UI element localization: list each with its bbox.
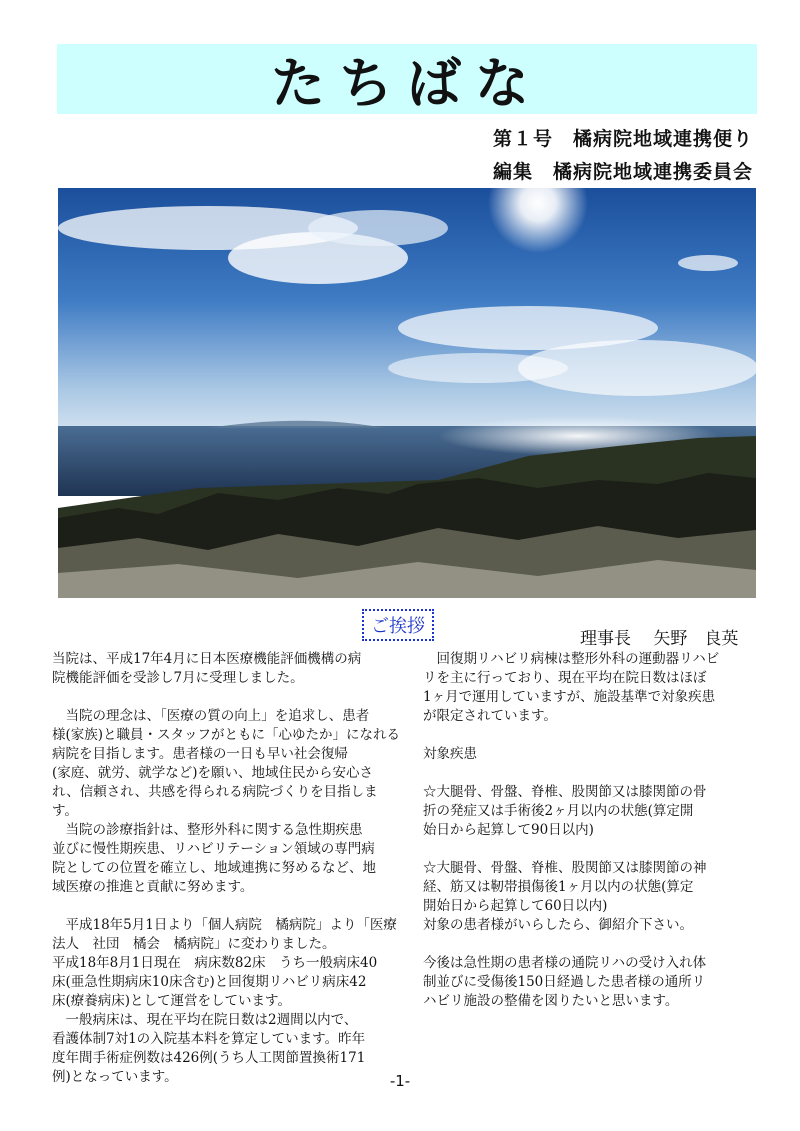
text-line: す。 <box>52 803 78 819</box>
text-line: 度年間手術症例数は426例(うち人工関節置換術171 <box>52 1050 366 1066</box>
text-line: 例)となっています。 <box>52 1069 178 1085</box>
text-line: 対象の患者様がいらしたら、御紹介下さい。 <box>423 917 693 933</box>
text-line: 床(亜急性期病床10床含む)と回復期リハビリ病床42 <box>52 974 367 990</box>
text-line: 当院の診療指針は、整形外科に関する急性期疾患 <box>52 822 363 838</box>
text-line: リを主に行っており、現在平均在院日数はほぼ <box>423 670 707 686</box>
text-line: が限定されています。 <box>423 708 557 724</box>
issue-line: 第１号 橘病院地域連携便り <box>492 128 753 150</box>
text-line: 並びに慢性期疾患、リハビリテーション領域の専門病 <box>52 841 375 857</box>
text-line: 法人 社団 橘会 橘病院」に変わりました。 <box>52 936 336 952</box>
right-column <box>423 650 763 1011</box>
text-line: 始日から起算して90日以内) <box>423 822 594 838</box>
text-line: 病院を目指します。患者様の一日も早い社会復帰 <box>52 746 348 762</box>
text-line: 院としての位置を確立し、地域連携に努めるなど、地 <box>52 860 376 876</box>
text-line: 一般病床は、現在平均在院日数は2週間以内で、 <box>52 1012 358 1028</box>
text-line: 回復期リハビリ病棟は整形外科の運動器リハビ <box>423 651 720 667</box>
text-line <box>423 726 763 745</box>
text-line <box>423 935 763 954</box>
text-line <box>423 764 763 783</box>
text-line: 様(家族)と職員・スタッフがともに「心ゆたか」になれる <box>52 727 401 743</box>
text-line: 折の発症又は手術後2ヶ月以内の状態(算定開 <box>423 803 694 819</box>
text-line: ☆大腿骨、骨盤、脊椎、股関節又は膝関節の神 <box>423 860 707 876</box>
text-line: 床(療養病床)として運営をしています。 <box>52 993 291 1009</box>
landscape-photo <box>58 188 756 598</box>
text-line: 平成18年8月1日現在 病床数82床 うち一般病床40 <box>52 955 378 971</box>
text-line: 1ヶ月で運用していますが、施設基準で対象疾患 <box>423 689 716 705</box>
text-line: れ、信頼され、共感を得られる病院づくりを目指しま <box>52 784 378 800</box>
newsletter-title: たちばな <box>271 50 543 115</box>
text-line: ☆大腿骨、骨盤、脊椎、股関節又は膝関節の骨 <box>423 784 707 800</box>
text-line <box>423 840 763 859</box>
text-line: 制並びに受傷後150日経過した患者様の通所リ <box>423 974 706 990</box>
chairman-name: 理事長 矢野 良英 <box>580 629 739 649</box>
text-line: 域医療の推進と貢献に努めます。 <box>52 879 254 895</box>
text-line: 院機能評価を受診し7月に受理しました。 <box>52 670 304 686</box>
text-line: 看護体制7対1の入院基本料を算定しています。昨年 <box>52 1031 366 1047</box>
text-line: ハビリ施設の整備を図りたいと思います。 <box>423 993 679 1009</box>
text-line: 経、筋又は靭帯損傷後1ヶ月以内の状態(算定 <box>423 879 694 895</box>
text-line: 対象疾患 <box>423 746 477 762</box>
text-line: 開始日から起算して60日以内) <box>423 898 608 914</box>
text-line <box>52 688 404 707</box>
text-line: (家庭、就労、就学など)を願い、地域住民から安心さ <box>52 765 374 781</box>
text-line: 当院は、平成17年4月に日本医療機能評価機構の病 <box>52 651 362 667</box>
editor-line: 編集 橘病院地域連携委員会 <box>492 161 753 183</box>
text-line: 平成18年5月1日より「個人病院 橘病院」より「医療 <box>52 917 397 933</box>
title-banner <box>57 44 757 114</box>
left-column <box>52 650 404 1087</box>
text-line: 今後は急性期の患者様の通院リハの受け入れ体 <box>423 955 707 971</box>
page-number: -1- <box>389 1072 411 1090</box>
text-line: 当院の理念は、「医療の質の向上」を追求し、患者 <box>52 708 370 724</box>
greeting-heading: ご挨拶 <box>362 609 434 641</box>
text-line <box>52 897 404 916</box>
